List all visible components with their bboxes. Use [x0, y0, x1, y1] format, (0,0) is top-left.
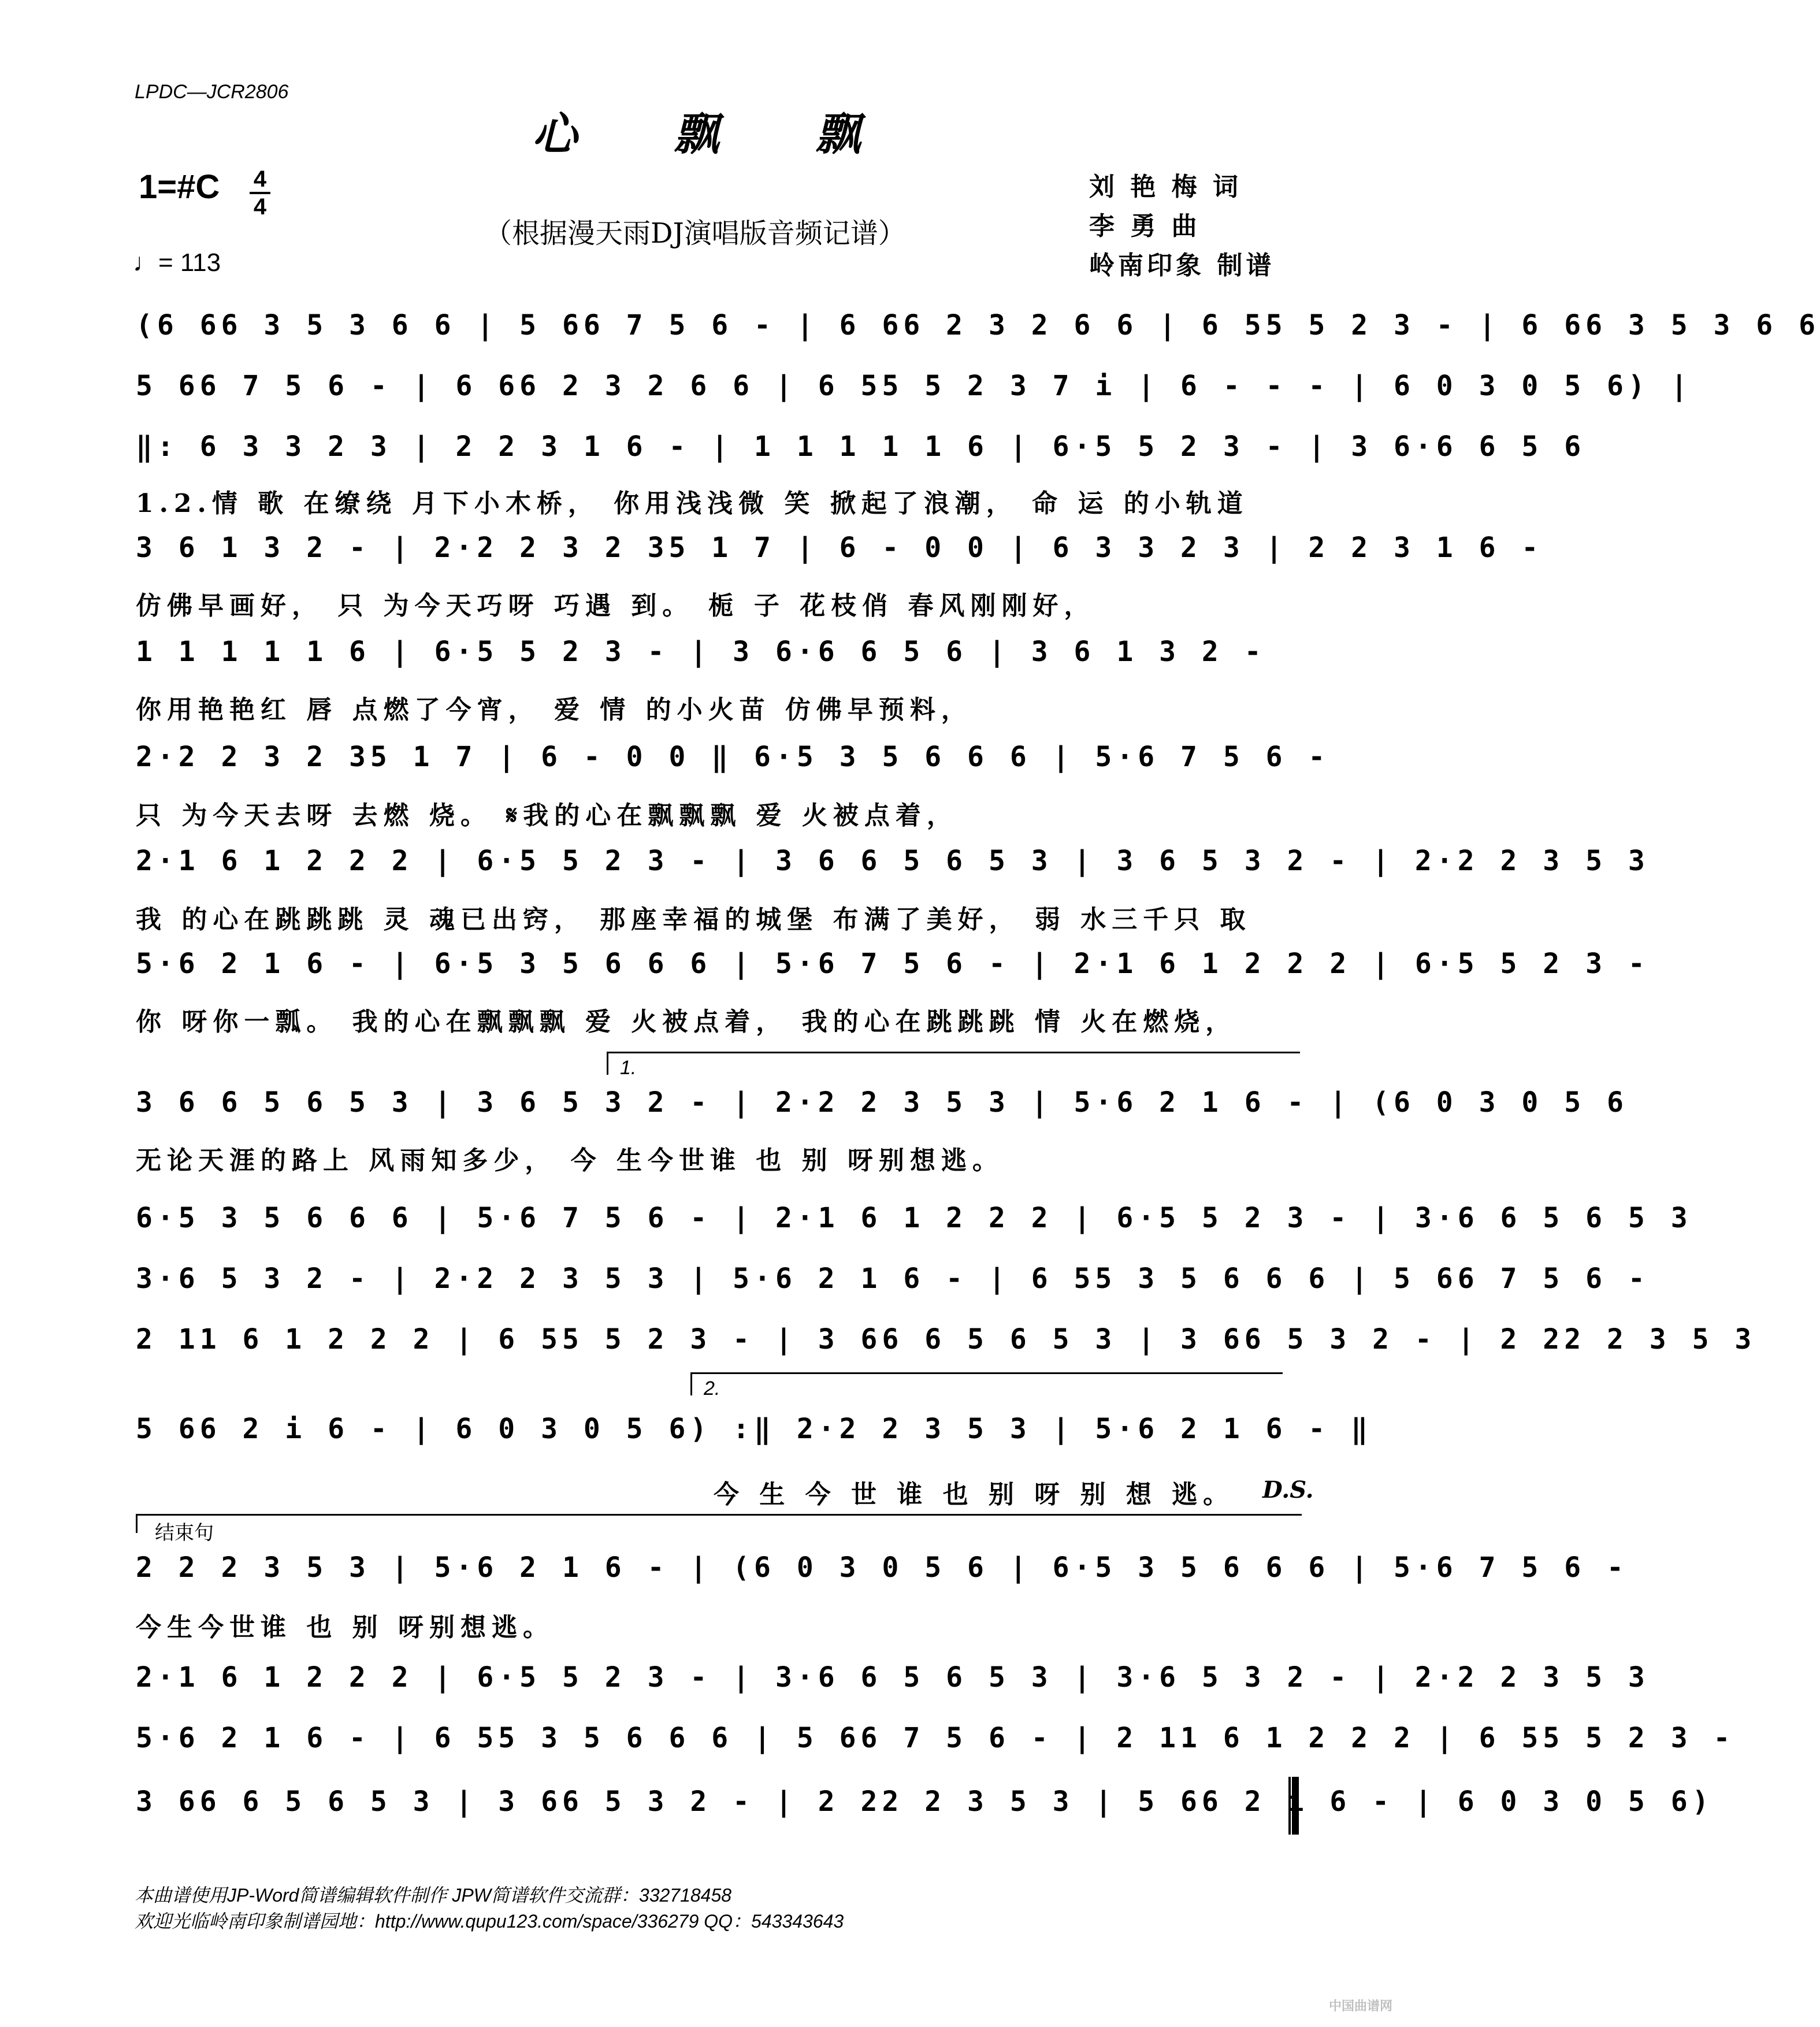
meter-bottom: 4: [253, 194, 267, 220]
key-signature: 1=#C: [139, 168, 220, 206]
score-line-12: 2 11 6 1 2 2 2 | 6 55 5 2 3 - | 3 66 6 5 6 5 3 | 3 66 5 3 2 - | 2 22 2 3 5 3: [136, 1323, 1756, 1356]
final-barline: [1288, 1777, 1299, 1835]
lyric-line-7: 我 的心在跳跳跳 灵 魂已出窍， 那座幸福的城堡 布满了美好， 弱 水三千只 取: [136, 905, 1251, 934]
dal-segno: D.S.: [1262, 1476, 1314, 1503]
score-line-6: 2·2 2 3 2 35 1 7 | 6 - 0 0 ‖ 6·5 3 5 6 6 6 | 5·6 7 5 6 -: [136, 741, 1330, 773]
footer-line-2: 欢迎光临岭南印象制谱园地：http://www.qupu123.com/space/336279 QQ：543343643: [135, 1911, 844, 1932]
lyric-line-13: 今 生 今 世 谁 也 别 呀 别 想 逃。: [714, 1480, 1235, 1509]
song-title: 心 飘 飘: [532, 108, 901, 161]
score-line-15: 2·1 6 1 2 2 2 | 6·5 5 2 3 - | 3·6 6 5 6 5 3 | 3·6 5 3 2 - | 2·2 2 3 5 3: [136, 1661, 1650, 1694]
coda-bracket: [136, 1514, 1302, 1533]
credits: [1089, 168, 1275, 285]
lyric-line-3: 1.2.情 歌 在缭绕 月下小木桥， 你用浅浅微 笑 掀起了浪潮， 命 运 的小轨道: [136, 489, 1249, 518]
time-signature: [248, 166, 272, 220]
lyric-line-5: 你用艳艳红 唇 点燃了今宵， 爱 情 的小火苗 仿佛早预料，: [136, 695, 972, 725]
score-line-16: 5·6 2 1 6 - | 6 55 3 5 6 6 6 | 5 66 7 5 6 - | 2 11 6 1 2 2 2 | 6 55 5 2 3 -: [136, 1722, 1735, 1754]
score-line-10: 6·5 3 5 6 6 6 | 5·6 7 5 6 - | 2·1 6 1 2 2 2 | 6·5 5 2 3 - | 3·6 6 5 6 5 3: [136, 1202, 1692, 1234]
lyricist: 刘 艳 梅 词: [1089, 172, 1242, 202]
lyric-line-4: 仿佛早画好， 只 为今天巧呀 巧遇 到。 栀 子 花枝俏 春风刚刚好，: [136, 591, 1095, 621]
score-line-11: 3·6 5 3 2 - | 2·2 2 3 5 3 | 5·6 2 1 6 - | 6 55 3 5 6 6 6 | 5 66 7 5 6 -: [136, 1263, 1650, 1295]
score-line-9: 3 6 6 5 6 5 3 | 3 6 5 3 2 - | 2·2 2 3 5 3 | 5·6 2 1 6 - | (6 0 3 0 5 6: [136, 1086, 1628, 1119]
score-line-3: ‖: 6 3 3 2 3 | 2 2 3 1 6 - | 1 1 1 1 1 6 | 6·5 5 2 3 - | 3 6·6 6 5 6: [136, 430, 1586, 463]
meter-top: 4: [253, 166, 267, 192]
score-line-14: 2 2 2 3 5 3 | 5·6 2 1 6 - | (6 0 3 0 5 6 | 6·5 3 5 6 6 6 | 5·6 7 5 6 -: [136, 1551, 1628, 1584]
lyric-line-8: 你 呀你一瓢。 我的心在飘飘飘 爱 火被点着， 我的心在跳跳跳 情 火在燃烧，: [136, 1007, 1237, 1037]
score-line-1: (6 66 3 5 3 6 6 | 5 66 7 5 6 - | 6 66 2 3 2 6 6 | 6 55 5 2 3 - | 6 66 3 5 3 6 6: [136, 309, 1820, 341]
volta-2: 2.: [690, 1372, 1283, 1395]
score-line-5: 1 1 1 1 1 6 | 6·5 5 2 3 - | 3 6·6 6 5 6 | 3 6 1 3 2 -: [136, 636, 1266, 668]
score-line-17: 3 66 6 5 6 5 3 | 3 66 5 3 2 - | 2 22 2 3 5 3 | 5 66 2 i 6 - | 6 0 3 0 5 6): [136, 1785, 1714, 1818]
score-line-8: 5·6 2 1 6 - | 6·5 3 5 6 6 6 | 5·6 7 5 6 - | 2·1 6 1 2 2 2 | 6·5 5 2 3 -: [136, 948, 1650, 980]
tempo-marking: ♩= 113: [133, 248, 221, 277]
lyric-line-14: 今生今世谁 也 别 呀别想逃。: [136, 1613, 554, 1642]
arranger: 岭南印象 制谱: [1089, 251, 1275, 280]
score-line-13: 5 66 2 i 6 - | 6 0 3 0 5 6) :‖ 2·2 2 3 5 3 | 5·6 2 1 6 - ‖: [136, 1413, 1373, 1445]
site-logo: 中国曲谱网: [1329, 1999, 1393, 2014]
score-line-2: 5 66 7 5 6 - | 6 66 2 3 2 6 6 | 6 55 5 2 3 7 i | 6 - - - | 6 0 3 0 5 6) |: [136, 370, 1692, 402]
composer: 李 勇 曲: [1089, 211, 1201, 241]
coda-label: 结束句: [155, 1521, 214, 1545]
footer-line-1: 本曲谱使用JP-Word简谱编辑软件制作 JPW简谱软件交流群：332718458: [135, 1885, 732, 1906]
lyric-line-6: 只 为今天去呀 去燃 烧。 𝄋我的心在飘飘飘 爱 火被点着，: [136, 801, 958, 830]
score-line-7: 2·1 6 1 2 2 2 | 6·5 5 2 3 - | 3 6 6 5 6 5 3 | 3 6 5 3 2 - | 2·2 2 3 5 3: [136, 845, 1650, 877]
subtitle: （根据漫天雨DJ演唱版音频记谱）: [484, 217, 906, 250]
volta-1: 1.: [607, 1052, 1300, 1075]
score-code: LPDC—JCR2806: [135, 81, 289, 103]
score-line-4: 3 6 1 3 2 - | 2·2 2 3 2 35 1 7 | 6 - 0 0 | 6 3 3 2 3 | 2 2 3 1 6 -: [136, 532, 1543, 564]
lyric-line-9: 无论天涯的路上 风雨知多少， 今 生今世谁 也 别 呀别想逃。: [136, 1146, 1004, 1175]
